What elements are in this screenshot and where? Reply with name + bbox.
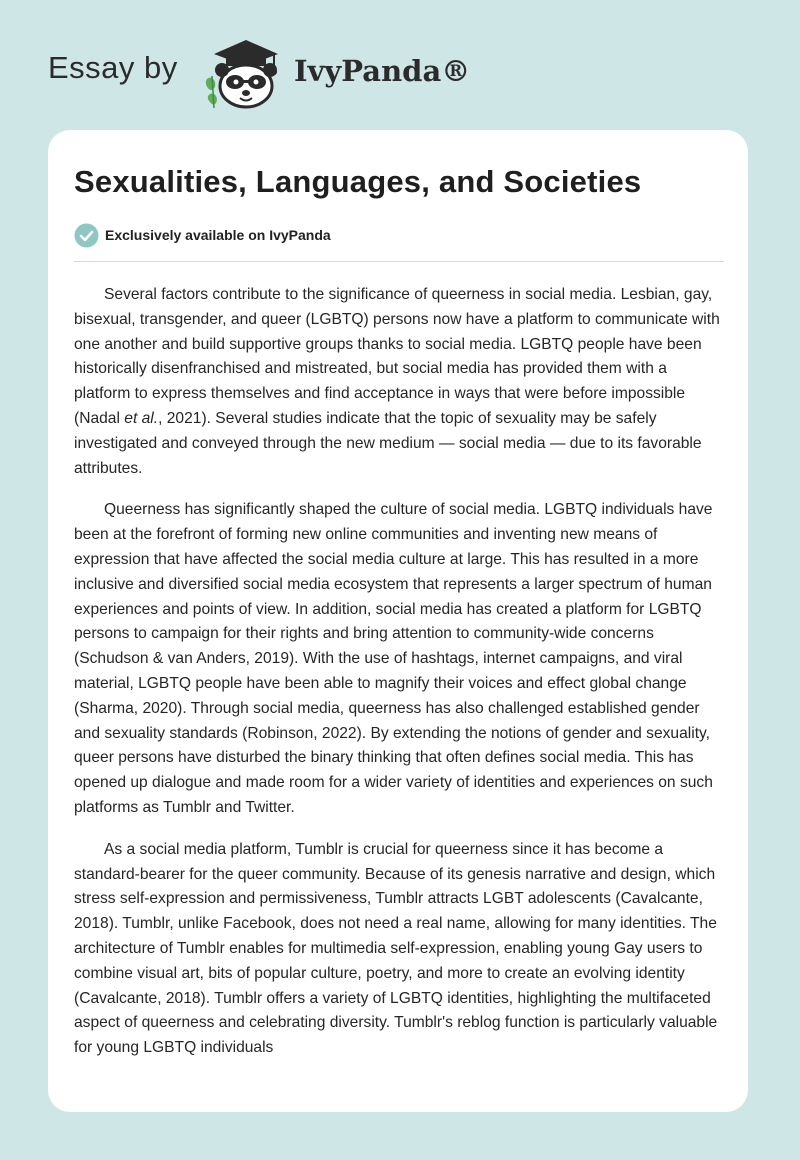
exclusive-badge <box>74 222 331 248</box>
article-body <box>74 283 726 1078</box>
essay-card <box>48 130 748 1112</box>
brand-name[interactable]: IvyPanda® <box>294 54 471 88</box>
paragraph-text: Queerness has significantly shaped the culture of social media. LGBTQ individuals have been at the forefront of forming new online communities and inventing new means of expression that have affected the social media culture at large. This has resulted in a more inclusive and diversified social media ecosystem that represents a larger spectrum of human experiences and points of view. In addition, social media has created a platform for LGBTQ persons to campaign for their rights and bring attention to community-wide concerns (Schudson & van Anders, 2019). With the use of hashtags, internet campaigns, and viral material, LGBTQ people have been able to magnify their voices and effect global change (Sharma, 2020). Through social media, queerness has also challenged established gender and sexuality standards (Robinson, 2022). By extending the notions of gender and sexuality, queer persons have disturbed the binary thinking that often defines social media. This has opened up dialogue and made room for a wider variety of identities and experiences on such platforms as Tumblr and Twitter. <box>74 501 713 816</box>
divider <box>74 261 724 262</box>
essay-by-label: Essay by <box>48 50 178 85</box>
paragraph-text: , 2021). Several studies indicate that the topic of sexuality may be safely investigated and conveyed through the new medium — social media — due to its favorable attributes. <box>74 409 702 477</box>
panda-graduate-icon[interactable] <box>200 36 292 110</box>
paragraph-text: As a social media platform, Tumblr is crucial for queerness since it has become a standard-bearer for the queer community. Because of its genesis narrative and design, which stress self-expression and permissiveness, Tumblr attracts LGBT adolescents (Cavalcante, 2018). Tumblr, unlike Facebook, does not need a real name, allowing for many identities. The architecture of Tumblr enables for multimedia self-expression, enabling young Gay users to combine visual art, bits of popular culture, poetry, and more to create an evolving identity (Cavalcante, 2018). Tumblr offers a variety of LGBTQ identities, highlighting the multifaceted aspect of queerness and celebrating diversity. Tumblr's reblog function is particularly valuable for young LGBTQ individuals <box>74 840 718 1057</box>
check-circle-icon <box>74 223 99 248</box>
exclusive-badge-text: Exclusively available on IvyPanda <box>105 227 331 243</box>
paragraph <box>74 283 726 481</box>
paragraph <box>74 838 726 1061</box>
paragraph <box>74 498 726 820</box>
page-title: Sexualities, Languages, and Societies <box>74 164 642 199</box>
italic-text: et al. <box>124 409 159 427</box>
paragraph-text: Several factors contribute to the significance of queerness in social media. Lesbian, gay, bisexual, transgender, and queer (LGBTQ) persons now have a platform to communicate with one another and build supportive groups thanks to social media. LGBTQ people have been historically disenfranchised and mistreated, but social media has provided them with a platform to express themselves and find acceptance in ways that were before impossible (Nadal <box>74 286 720 427</box>
site-header <box>0 0 800 130</box>
